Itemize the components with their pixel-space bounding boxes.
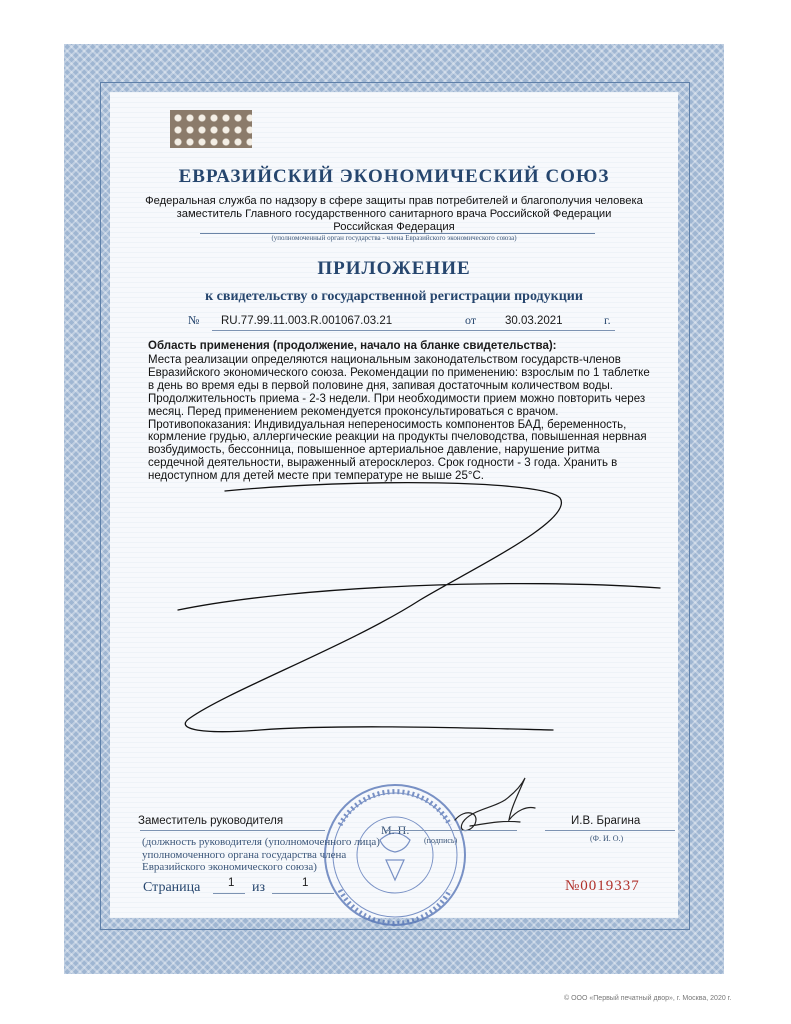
appendix-title: ПРИЛОЖЕНИЕ [317,258,471,279]
page-label: Страница [143,880,201,895]
position-rule [140,830,325,831]
printer-copyright: © ООО «Первый печатный двор», г. Москва, 2020 г. [564,995,732,1002]
page-total-rule [272,893,334,894]
signature-rule [385,830,517,831]
registration-date: 30.03.2021 [505,315,563,327]
registration-number: RU.77.99.11.003.R.001067.03.21 [221,315,393,327]
signer-name: И.В. Брагина [571,815,641,827]
agency-caption: (уполномоченный орган государства - члена Евразийского экономического союза) [271,234,517,242]
form-serial-number: №0019337 [565,878,640,894]
name-rule [545,830,675,831]
number-label: № [188,313,200,327]
agency-line: Федеральная служба по надзору в сфере защиты прав потребителей и благополучия человека [145,195,643,207]
name-caption: (Ф. И. О.) [590,834,624,843]
stamp-place-label: М. П. [381,823,410,837]
position-caption: (должность руководителя (уполномоченного лица) уполномоченного органа государства члена Евразийского экономического союза) [142,836,380,873]
signer-position: Заместитель руководителя [138,815,284,827]
z-cancel-line-icon [178,483,660,732]
agency-line: Российская Федерация [333,221,455,233]
of-label: из [252,880,266,895]
agency-line: заместитель Главного государственного санитарного врача Российской Федерации [176,208,612,220]
handwritten-signature-icon [455,778,535,831]
page-number-rule [213,893,245,894]
from-label: от [465,313,477,327]
scope-text: Места реализации определяются национальным законодательством государств-членов Евразийского экономического союза. Рекомендации по применению: взрослым по 1 таблетке в день во время еды в первой половине дня, запивая достаточным количеством воды. Продолжительность приема - 2-3 недели. При необходимости прием можно повторить через месяц. Перед применением рекомендуется проконсультироваться с врачом. Противопоказания: Индивидуальная непереносимость компонентов БАД, беременность, кормление грудью, аллергические реакции на продукты пчеловодства, повышенная нервная возбудимость, бессонница, повышенное артериальное давление, нарушение ритма сердечной деятельности, выраженный атеросклероз. Срок годности - 3 года. Хранить в недоступном для детей месте при температуре не выше 25°С. [148,354,650,483]
year-label: г. [604,313,611,327]
page-number: 1 [228,877,235,889]
page-total: 1 [302,877,309,889]
union-title: ЕВРАЗИЙСКИЙ ЭКОНОМИЧЕСКИЙ СОЮЗ [178,166,610,187]
appendix-subtitle: к свидетельству о государственной регистрации продукции [205,289,583,304]
scope-heading: Область применения (продолжение, начало на бланке свидетельства): [148,340,557,352]
signature-caption: (подпись) [424,836,458,845]
